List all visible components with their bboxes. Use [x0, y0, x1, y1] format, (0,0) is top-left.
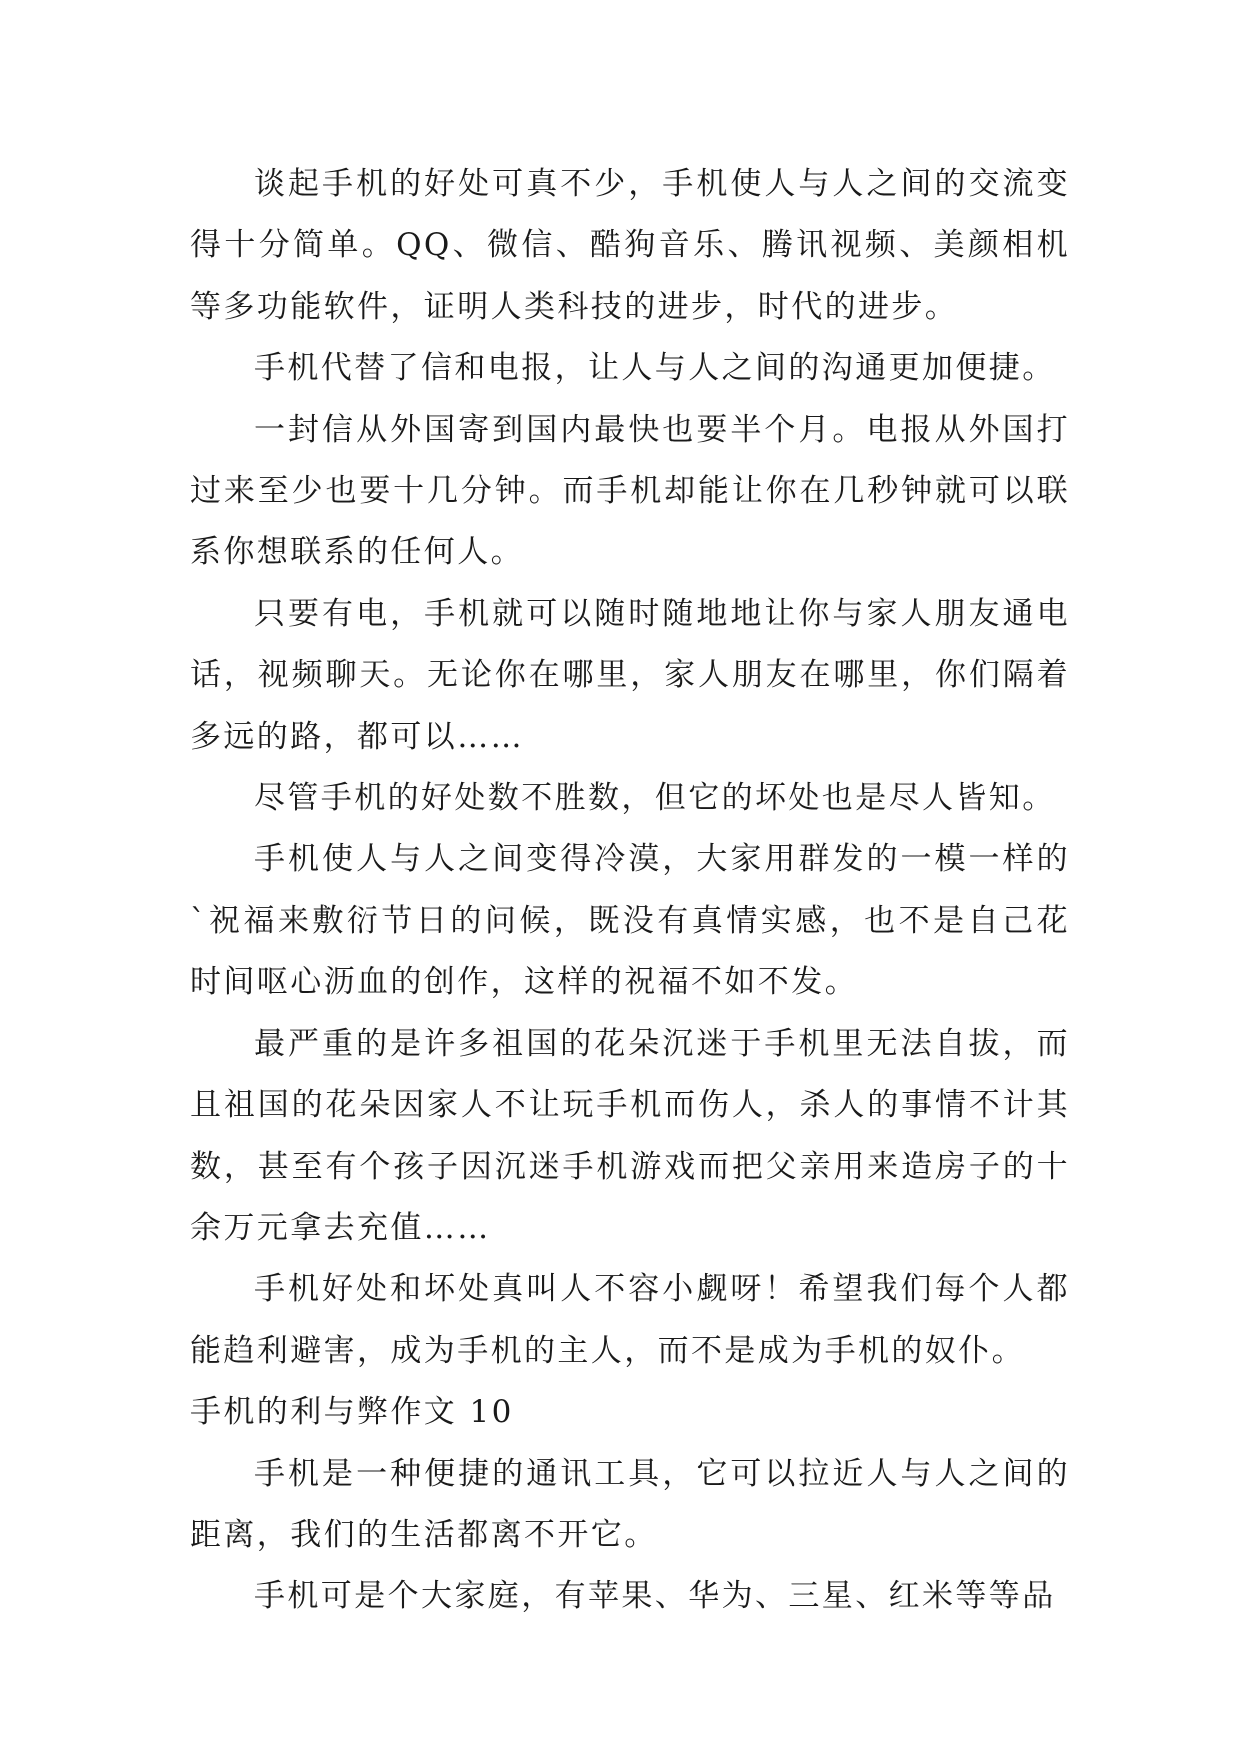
- paragraph-drawbacks-intro: 尽管手机的好处数不胜数，但它的坏处也是尽人皆知。: [254, 780, 1056, 817]
- paragraph-anytime-contact: 只要有电，手机就可以随时随地地让你与家人朋友通电话，视频聊天。无论你在哪里，家人朋友在哪里，你们隔着多远的路，都可以……: [190, 595, 1070, 755]
- paragraph-conclusion: 手机好处和坏处真叫人不容小觑呀！希望我们每个人都能趋利避害，成为手机的主人，而不是成为手机的奴仆。: [190, 1271, 1070, 1369]
- paragraph-phone-brands: 手机可是个大家庭，有苹果、华为、三星、红米等等品: [254, 1578, 1056, 1615]
- paragraph-communication-tool: 手机是一种便捷的通讯工具，它可以拉近人与人之间的距离，我们的生活都离不开它。: [190, 1455, 1070, 1553]
- paragraph-letter-speed: 一封信从外国寄到国内最快也要半个月。电报从外国打过来至少也要十几分钟。而手机却能让你在几秒钟就可以联系你想联系的任何人。: [190, 411, 1070, 571]
- document-page: [190, 154, 1070, 1628]
- paragraph-benefits-intro: 谈起手机的好处可真不少，手机使人与人之间的交流变得十分简单。QQ、微信、酷狗音乐、腾讯视频、美颜相机等多功能软件，证明人类科技的进步，时代的进步。: [190, 166, 1070, 325]
- section-heading: 手机的利与弊作文 10: [190, 1394, 514, 1431]
- paragraph-addiction: 最严重的是许多祖国的花朵沉迷于手机里无法自拔，而且祖国的花朵因家人不让玩手机而伤人，杀人的事情不计其数，甚至有个孩子因沉迷手机游戏而把父亲用来造房子的十余万元拿去充值……: [190, 1025, 1070, 1246]
- paragraph-replaces-letters: 手机代替了信和电报，让人与人之间的沟通更加便捷。: [254, 350, 1056, 387]
- paragraph-coldness: 手机使人与人之间变得冷漠，大家用群发的一模一样的`祝福来敷衍节日的问候，既没有真情实感，也不是自己花时间呕心沥血的创作，这样的祝福不如不发。: [190, 841, 1070, 1001]
